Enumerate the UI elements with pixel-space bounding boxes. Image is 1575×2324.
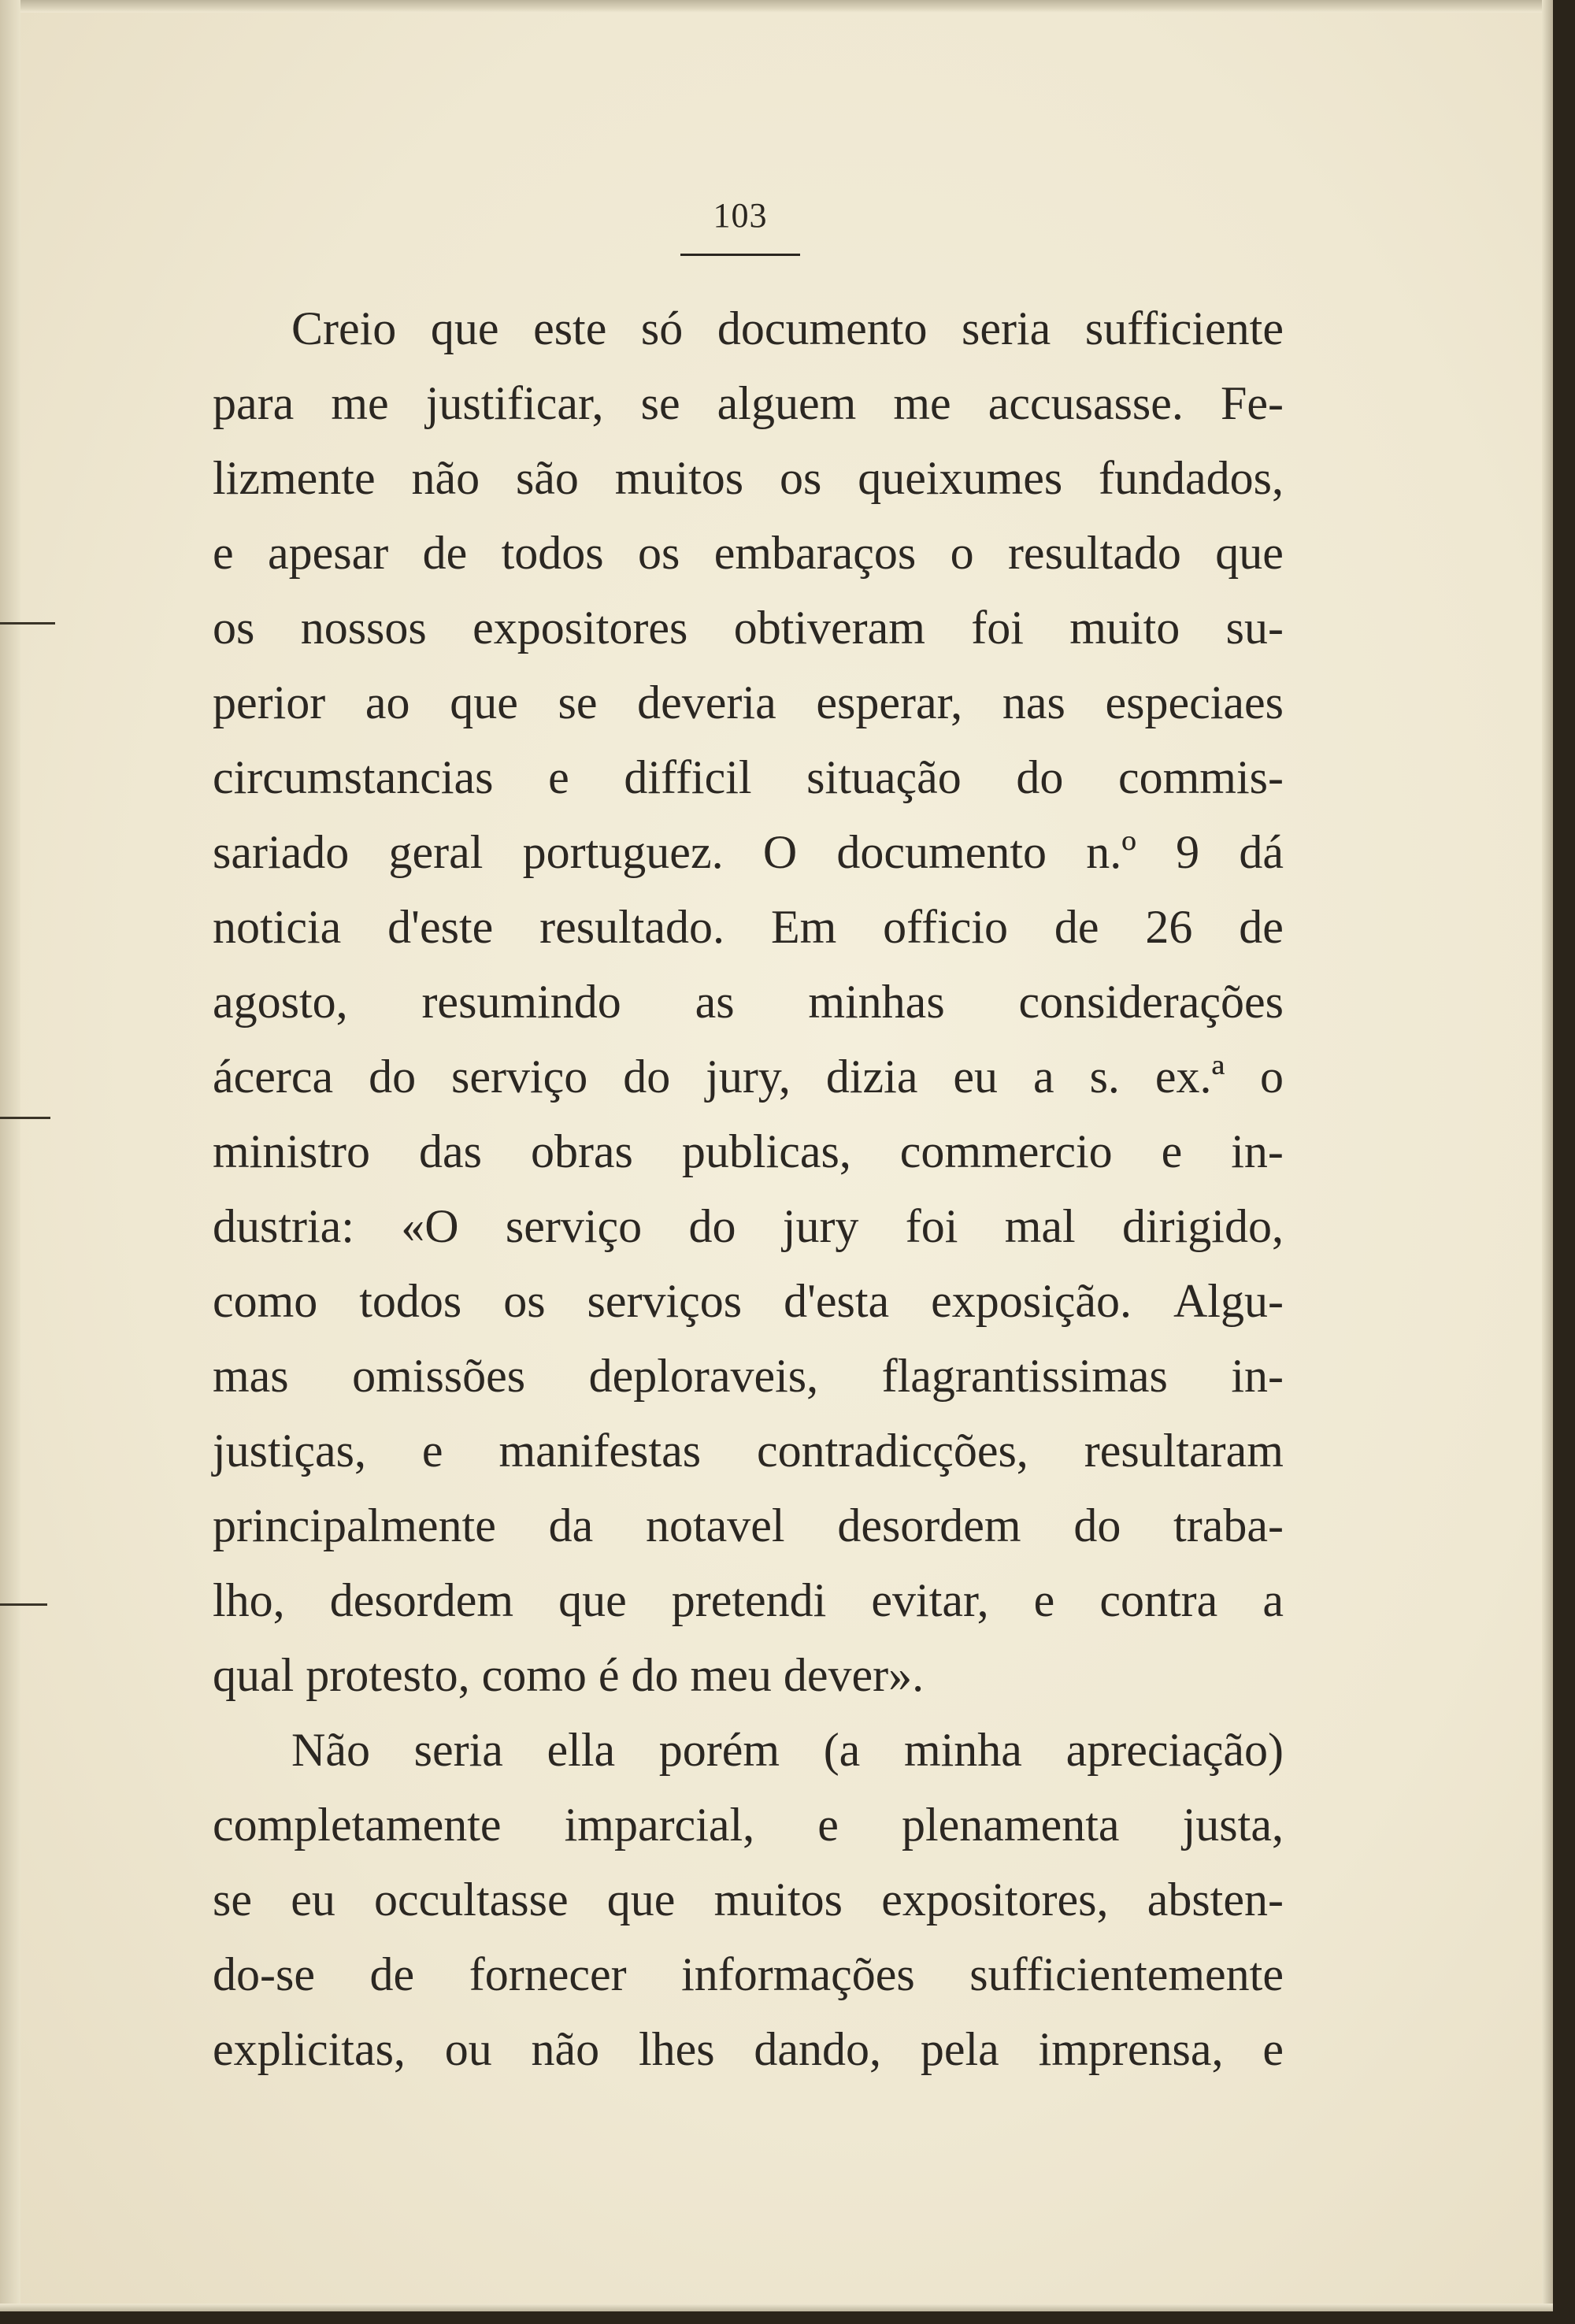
word: Algu- bbox=[1173, 1275, 1284, 1327]
word: ao bbox=[365, 676, 410, 728]
word: mal bbox=[1004, 1200, 1076, 1252]
word: fornecer bbox=[469, 1948, 627, 2000]
word: commis- bbox=[1117, 751, 1284, 803]
word: Fe- bbox=[1220, 377, 1284, 429]
word: seria bbox=[413, 1724, 503, 1776]
word: in- bbox=[1231, 1125, 1284, 1177]
word: geral bbox=[388, 826, 484, 878]
word: embaraços bbox=[713, 527, 917, 579]
word: 26 bbox=[1145, 901, 1193, 953]
text-line bbox=[213, 665, 1284, 740]
word: Em bbox=[770, 901, 837, 953]
word: especiaes bbox=[1105, 676, 1284, 728]
word: plenamenta bbox=[902, 1799, 1120, 1851]
word: do bbox=[369, 1051, 417, 1103]
word: ella bbox=[547, 1724, 616, 1776]
word: para bbox=[213, 377, 295, 429]
word: da bbox=[548, 1499, 594, 1551]
text-line bbox=[213, 1264, 1284, 1339]
word: deploraveis, bbox=[588, 1350, 819, 1402]
word: manifestas bbox=[498, 1425, 702, 1477]
word: serviço bbox=[451, 1051, 588, 1103]
margin-mark bbox=[0, 1117, 50, 1119]
word: obras bbox=[530, 1125, 633, 1177]
word: e bbox=[1161, 1125, 1183, 1177]
text-line bbox=[213, 1713, 1284, 1788]
word: completamente bbox=[213, 1799, 502, 1851]
word: se bbox=[213, 1874, 252, 1926]
word: occultasse bbox=[374, 1874, 569, 1926]
word: ministro bbox=[213, 1125, 371, 1177]
word: resultado bbox=[1007, 527, 1181, 579]
word: seria bbox=[962, 302, 1051, 354]
word: são bbox=[515, 452, 579, 504]
page-top-edge bbox=[0, 0, 1553, 13]
text-line bbox=[213, 1788, 1284, 1863]
word: resultaram bbox=[1084, 1425, 1284, 1477]
word: explicitas, bbox=[213, 2023, 406, 2075]
word: commercio bbox=[899, 1125, 1113, 1177]
word: desordem bbox=[329, 1574, 513, 1626]
word: contradicções, bbox=[756, 1425, 1028, 1477]
margin-mark bbox=[0, 1603, 47, 1606]
word: omissões bbox=[352, 1350, 526, 1402]
text-line bbox=[213, 2012, 1284, 2087]
word: considerações bbox=[1018, 976, 1284, 1028]
word: d'esta bbox=[784, 1275, 890, 1327]
word: Creio bbox=[291, 302, 397, 354]
word: me bbox=[893, 377, 951, 429]
word: muito bbox=[1069, 602, 1180, 654]
page-left-edge bbox=[0, 0, 20, 2311]
word: ou bbox=[444, 2023, 492, 2075]
word: documento bbox=[836, 826, 1047, 878]
word: jury bbox=[782, 1200, 859, 1252]
page-bottom-edge bbox=[0, 2304, 1553, 2311]
word: mas bbox=[213, 1350, 289, 1402]
word: resultado. bbox=[539, 901, 725, 953]
word: alguem bbox=[717, 377, 857, 429]
text-line bbox=[213, 1563, 1284, 1638]
word: todos bbox=[359, 1275, 462, 1327]
word: justa, bbox=[1182, 1799, 1284, 1851]
word: expositores bbox=[472, 602, 688, 654]
word: evitar, bbox=[871, 1574, 989, 1626]
word: que bbox=[450, 676, 518, 728]
word: in- bbox=[1231, 1350, 1284, 1402]
word: contra bbox=[1099, 1574, 1218, 1626]
text-line bbox=[213, 291, 1284, 366]
word: Não bbox=[291, 1724, 370, 1776]
word: sufficiente bbox=[1084, 302, 1284, 354]
word: justificar, bbox=[425, 377, 604, 429]
word: ácerca bbox=[213, 1051, 334, 1103]
word: que bbox=[430, 302, 499, 354]
text-line bbox=[213, 366, 1284, 441]
word: desordem bbox=[837, 1499, 1021, 1551]
word: muitos bbox=[713, 1874, 843, 1926]
word: dando, bbox=[754, 2023, 882, 2075]
word: que bbox=[606, 1874, 676, 1926]
word: lizmente bbox=[213, 452, 376, 504]
page-number-rule bbox=[680, 254, 800, 256]
word: não bbox=[411, 452, 480, 504]
word: foi bbox=[971, 602, 1024, 654]
word: eu bbox=[953, 1051, 999, 1103]
word: su- bbox=[1225, 602, 1284, 654]
word: accusasse. bbox=[988, 377, 1184, 429]
word: porém bbox=[658, 1724, 780, 1776]
word: noticia bbox=[213, 901, 342, 953]
text-line bbox=[213, 1189, 1284, 1264]
word: lho, bbox=[213, 1574, 285, 1626]
text-line bbox=[213, 740, 1284, 815]
text-line bbox=[213, 1414, 1284, 1488]
word: jury, bbox=[706, 1051, 791, 1103]
word: absten- bbox=[1147, 1874, 1284, 1926]
word: nossos bbox=[300, 602, 427, 654]
word: esperar, bbox=[816, 676, 963, 728]
word: situação bbox=[806, 751, 962, 803]
word: imparcial, bbox=[564, 1799, 755, 1851]
word: nas bbox=[1002, 676, 1065, 728]
text-line bbox=[213, 890, 1284, 965]
word: queixumes bbox=[858, 452, 1063, 504]
text-line bbox=[213, 1114, 1284, 1189]
word: do bbox=[1016, 751, 1064, 803]
word: e bbox=[1262, 2023, 1284, 2075]
word: e bbox=[421, 1425, 443, 1477]
word: documento bbox=[717, 302, 928, 354]
word: que bbox=[1215, 527, 1284, 579]
text-line bbox=[213, 516, 1284, 591]
word: me bbox=[331, 377, 389, 429]
word: justiças, bbox=[213, 1425, 366, 1477]
word: expositores, bbox=[881, 1874, 1109, 1926]
word: apesar bbox=[268, 527, 389, 579]
word: todos bbox=[501, 527, 604, 579]
word: e bbox=[548, 751, 569, 803]
text-line bbox=[213, 815, 1284, 890]
body-text bbox=[213, 291, 1284, 2087]
word: (a bbox=[823, 1724, 861, 1776]
word: imprensa, bbox=[1038, 2023, 1224, 2075]
word: minhas bbox=[808, 976, 945, 1028]
word: traba- bbox=[1173, 1499, 1284, 1551]
word: n.º bbox=[1086, 826, 1136, 878]
word: de bbox=[369, 1948, 415, 2000]
word: que bbox=[558, 1574, 627, 1626]
word: foi bbox=[905, 1200, 958, 1252]
word: resumindo bbox=[421, 976, 621, 1028]
word: lhes bbox=[638, 2023, 715, 2075]
word: O bbox=[762, 826, 798, 878]
word: pretendi bbox=[671, 1574, 827, 1626]
word: exposição. bbox=[931, 1275, 1132, 1327]
word: os bbox=[503, 1275, 546, 1327]
word: a bbox=[1032, 1051, 1054, 1103]
margin-mark bbox=[0, 622, 55, 625]
text-line bbox=[213, 1863, 1284, 1937]
word: informações bbox=[681, 1948, 915, 2000]
word: obtiveram bbox=[733, 602, 925, 654]
word: serviços bbox=[587, 1275, 743, 1327]
word: flagrantissimas bbox=[881, 1350, 1168, 1402]
word: eu bbox=[291, 1874, 335, 1926]
word: dá bbox=[1239, 826, 1284, 878]
word: os bbox=[780, 452, 822, 504]
word: o bbox=[1259, 1051, 1284, 1103]
word: se bbox=[558, 676, 598, 728]
word: e bbox=[817, 1799, 839, 1851]
word: este bbox=[533, 302, 607, 354]
page-number: 103 bbox=[713, 196, 768, 235]
word: muitos bbox=[614, 452, 744, 504]
word: d'este bbox=[387, 901, 494, 953]
word: de bbox=[1239, 901, 1284, 953]
word: de bbox=[1054, 901, 1099, 953]
word: a bbox=[1262, 1574, 1284, 1626]
word: ex.ª bbox=[1154, 1051, 1225, 1103]
word: se bbox=[640, 377, 680, 429]
word: minha bbox=[903, 1724, 1022, 1776]
word: e bbox=[213, 527, 234, 579]
word: só bbox=[640, 302, 684, 354]
text-line bbox=[213, 1937, 1284, 2012]
word: principalmente bbox=[213, 1499, 496, 1551]
word: 9 bbox=[1176, 826, 1200, 878]
text-line bbox=[213, 965, 1284, 1040]
word: do bbox=[1073, 1499, 1121, 1551]
word: os bbox=[637, 527, 680, 579]
word: sufficientemente bbox=[969, 1948, 1284, 2000]
word: de bbox=[422, 527, 468, 579]
text-line bbox=[213, 1339, 1284, 1414]
word: o bbox=[950, 527, 974, 579]
word: e bbox=[1033, 1574, 1055, 1626]
word: notavel bbox=[645, 1499, 785, 1551]
word: do-se bbox=[213, 1948, 315, 2000]
word: perior bbox=[213, 676, 326, 728]
word: circumstancias bbox=[213, 751, 494, 803]
word: difficil bbox=[624, 751, 752, 803]
word: como bbox=[213, 1275, 318, 1327]
word: os bbox=[213, 602, 255, 654]
word: dustria: bbox=[213, 1200, 354, 1252]
word: do bbox=[623, 1051, 671, 1103]
word: publicas, bbox=[681, 1125, 851, 1177]
word: fundados, bbox=[1099, 452, 1284, 504]
word: apreciação) bbox=[1065, 1724, 1284, 1776]
word: pela bbox=[920, 2023, 999, 2075]
word: dizia bbox=[825, 1051, 918, 1103]
word: não bbox=[531, 2023, 600, 2075]
word: deveria bbox=[637, 676, 776, 728]
word: portuguez. bbox=[522, 826, 724, 878]
text-line bbox=[213, 441, 1284, 516]
word: dirigido, bbox=[1121, 1200, 1284, 1252]
text-line bbox=[213, 1040, 1284, 1114]
word: officio bbox=[883, 901, 1008, 953]
word: serviço bbox=[505, 1200, 643, 1252]
text-line bbox=[213, 591, 1284, 665]
word: do bbox=[688, 1200, 736, 1252]
word: «O bbox=[401, 1200, 459, 1252]
text-line: qual protesto, como é do meu dever». bbox=[213, 1649, 925, 1701]
word: sariado bbox=[213, 826, 350, 878]
word: as bbox=[695, 976, 735, 1028]
page-right-edge bbox=[1542, 0, 1553, 2311]
word: s. bbox=[1089, 1051, 1120, 1103]
word: agosto, bbox=[213, 976, 348, 1028]
word: das bbox=[418, 1125, 482, 1177]
text-line bbox=[213, 1488, 1284, 1563]
